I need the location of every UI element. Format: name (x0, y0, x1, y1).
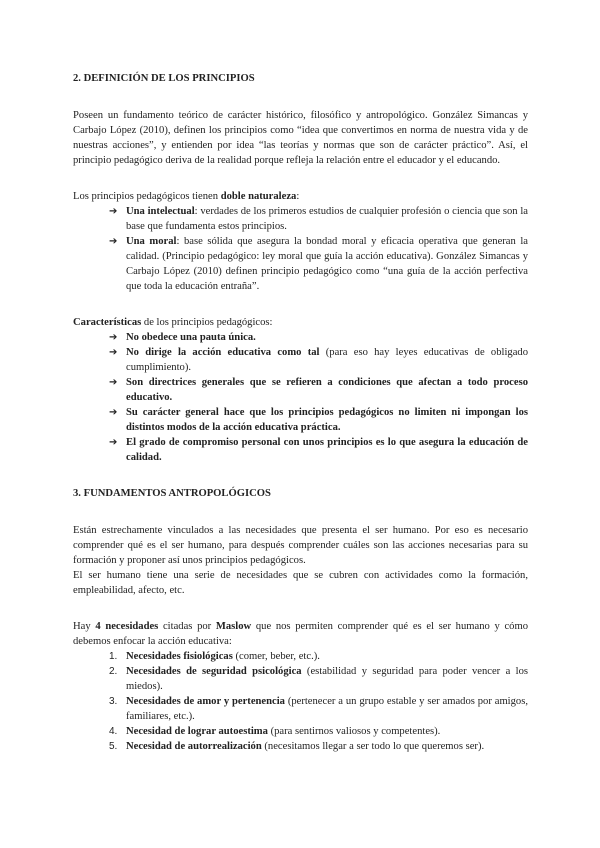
nature-lead: Los principios pedagógicos tienen (73, 191, 221, 202)
arrow-icon: ➔ (109, 206, 118, 217)
item-bold: Necesidades de amor y pertenencia (126, 696, 285, 707)
maslow-paragraph (73, 619, 528, 649)
item-bold: Una moral (126, 236, 177, 247)
item-number: 1. (109, 651, 118, 662)
item-text: (pertenecer a un grupo estable y ser amados por amigos, familiares, etc.). (126, 696, 528, 722)
section-2-intro: Poseen un fundamento teórico de carácter histórico, filosófico y antropológico. González Simancas y Carbajo López (2010), definen los principios como “idea que convertimos en norma de nuestra vida y de nuestras acciones”, y entienden por idea “las teorías y normas que son de carácter práctico”. Así, el principio pedagógico deriva de la realidad porque refleja la relación entre el educador y el educando. (73, 110, 528, 166)
list-item (109, 649, 528, 664)
characteristics-lead-paragraph (73, 315, 528, 330)
item-text: (estabilidad y seguridad para poder vencer a los miedos). (126, 666, 528, 692)
list-item (109, 664, 528, 694)
item-bold: No dirige la acción educativa como tal (126, 347, 320, 358)
section-3-heading: 3. FUNDAMENTOS ANTROPOLÓGICOS (73, 488, 271, 499)
nature-bold: doble naturaleza (220, 191, 297, 202)
natures-list (73, 204, 528, 294)
item-bold: Una intelectual (126, 206, 195, 217)
list-item (109, 204, 528, 234)
item-bold: Necesidad de autorrealización (126, 741, 262, 752)
item-text: : verdades de los primeros estudios de cualquier profesión o ciencia que son la base que fundamenta estos principios. (126, 206, 528, 232)
maslow-c: citadas por (158, 621, 216, 632)
nature-tail: : (296, 191, 300, 202)
list-item (109, 724, 528, 739)
item-text: (para eso hay leyes educativas de obligado cumplimiento). (126, 347, 529, 373)
item-text: (necesitamos llegar a ser todo lo que queremos ser). (261, 741, 485, 752)
item-bold: No obedece una pauta única. (126, 332, 256, 343)
item-text: (para sentirnos valiosos y competentes). (267, 726, 441, 737)
needs-list (73, 649, 528, 754)
item-number: 2. (109, 666, 118, 677)
item-text: (comer, beber, etc.). (232, 651, 320, 662)
item-number: 5. (109, 741, 118, 752)
maslow-e: que nos permiten comprender qué es el ser humano y cómo debemos enfocar la acción educativa: (73, 621, 528, 647)
list-item (109, 405, 528, 435)
list-item (109, 435, 528, 465)
arrow-icon: ➔ (109, 407, 118, 418)
item-bold: Su carácter general hace que los principios pedagógicos no limiten ni impongan los distintos modos de la acción educativa práctica. (126, 407, 528, 433)
list-item (109, 345, 528, 375)
item-bold: Necesidad de lograr autoestima (126, 726, 268, 737)
item-bold: Son directrices generales que se refieren a condiciones que afectan a todo proceso educativo. (126, 377, 528, 403)
maslow-b: 4 necesidades (95, 621, 159, 632)
characteristics-bold: Características (73, 317, 142, 328)
characteristics-list (73, 330, 528, 465)
item-bold: El grado de compromiso personal con unos principios es lo que asegura la educación de calidad. (126, 437, 528, 463)
arrow-icon: ➔ (109, 332, 118, 343)
arrow-icon: ➔ (109, 347, 118, 358)
maslow-a: Hay (73, 621, 96, 632)
item-number: 4. (109, 726, 118, 737)
list-item (109, 330, 528, 345)
section-3-para-2: El ser humano tiene una serie de necesidades que se cubren con actividades como la formación, empleabilidad, afecto, etc. (73, 570, 528, 596)
characteristics-tail: de los principios pedagógicos: (141, 317, 273, 328)
list-item (109, 234, 528, 294)
item-text: : base sólida que asegura la bondad moral y eficacia operativa que generan la calidad. (Principio pedagógico: ley moral que guía la acción educativa). González Simancas y Carbajo López (2010) definen principio pedagógico como “una guía de la acción perfectiva que toda la educación entraña”. (126, 236, 528, 292)
nature-lead-paragraph (73, 189, 528, 204)
section-3-para-1: Están estrechamente vinculados a las necesidades que presenta el ser humano. Por eso es necesario comprender qué es el ser humano, para después comprender cuáles son las acciones necesarias para su formación y proponer así unos principios pedagógicos. (73, 525, 528, 566)
arrow-icon: ➔ (109, 236, 118, 247)
item-bold: Necesidades fisiológicas (126, 651, 233, 662)
section-2-heading: 2. DEFINICIÓN DE LOS PRINCIPIOS (73, 73, 255, 84)
list-item (109, 694, 528, 724)
item-bold: Necesidades de seguridad psicológica (126, 666, 302, 677)
arrow-icon: ➔ (109, 437, 118, 448)
maslow-d: Maslow (215, 621, 252, 632)
arrow-icon: ➔ (109, 377, 118, 388)
list-item (109, 375, 528, 405)
item-number: 3. (109, 696, 118, 707)
list-item (109, 739, 528, 754)
